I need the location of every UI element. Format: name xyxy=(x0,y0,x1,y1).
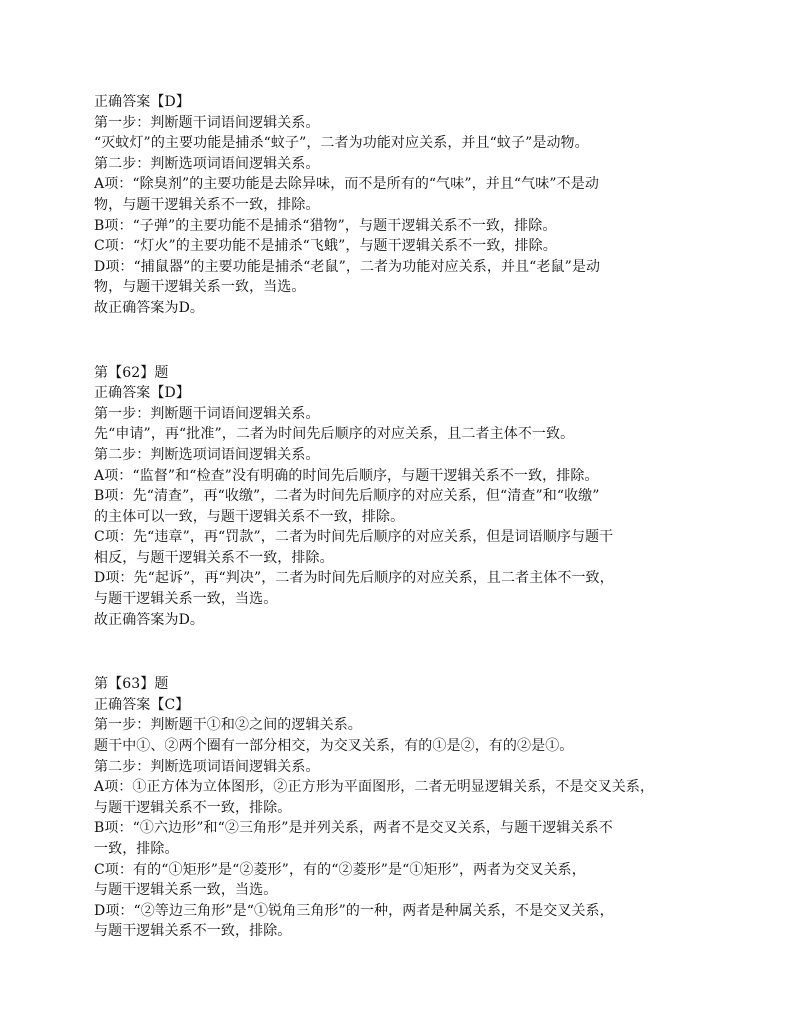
text-line: D项：“②等边三角形”是“①锐角三角形”的一种，两者是种属关系，不是交叉关系， xyxy=(94,902,614,919)
text-line: 与题干逻辑关系一致，当选。 xyxy=(94,591,278,608)
text-line: 物，与题干逻辑关系一致，当选。 xyxy=(94,279,306,296)
text-line: B项：先“清查”，再“收缴”，二者为时间先后顺序的对应关系，但“清查”和“收缴” xyxy=(94,488,600,505)
text-line: A项：“除臭剂”的主要功能是去除异味，而不是所有的“气味”，并且“气味”不是动 xyxy=(94,176,599,193)
text-line: 与题干逻辑关系不一致，排除。 xyxy=(94,923,292,940)
text-line: 物，与题干逻辑关系不一致，排除。 xyxy=(94,196,320,213)
question-heading: 第【62】题 xyxy=(94,364,169,381)
text-line: 与题干逻辑关系一致，当选。 xyxy=(94,882,278,899)
text-line: 的主体可以一致，与题干逻辑关系不一致，排除。 xyxy=(94,508,405,525)
text-line: 第二步：判断选项词语间逻辑关系。 xyxy=(94,446,320,463)
text-line: A项：①正方体为立体图形，②正方形为平面图形，二者无明显逻辑关系，不是交叉关系， xyxy=(94,779,655,796)
text-line: 第二步：判断选项词语间逻辑关系。 xyxy=(94,758,320,775)
text-line: 第一步：判断题干词语间逻辑关系。 xyxy=(94,114,320,131)
text-line: 第二步：判断选项词语间逻辑关系。 xyxy=(94,155,320,172)
conclusion-line: 故正确答案为D。 xyxy=(94,299,205,316)
question-block-63 xyxy=(94,674,714,942)
text-line: 第一步：判断题干①和②之间的逻辑关系。 xyxy=(94,717,362,734)
question-block-62 xyxy=(94,363,714,631)
question-heading: 第【63】题 xyxy=(94,676,169,693)
correct-answer-line: 正确答案【D】 xyxy=(94,385,190,402)
text-line: “灭蚊灯”的主要功能是捕杀“蚊子”，二者为功能对应关系，并且“蚊子”是动物。 xyxy=(94,135,589,152)
text-line: D项：“捕鼠器”的主要功能是捕杀“老鼠”，二者为功能对应关系，并且“老鼠”是动 xyxy=(94,258,601,275)
text-line: 相反，与题干逻辑关系不一致，排除。 xyxy=(94,549,334,566)
text-line: B项：“子弹”的主要功能不是捕杀“猎物”，与题干逻辑关系不一致，排除。 xyxy=(94,217,557,234)
text-line: C项：“灯火”的主要功能不是捕杀“飞蛾”，与题干逻辑关系不一致，排除。 xyxy=(94,238,557,255)
text-line: C项：有的“①矩形”是“②菱形”，有的“②菱形”是“①矩形”，两者为交叉关系， xyxy=(94,861,586,878)
text-line: D项：先“起诉”，再“判决”，二者为时间先后顺序的对应关系，且二者主体不一致， xyxy=(94,570,614,587)
text-line: 先“申请”，再“批准”，二者为时间先后顺序的对应关系，且二者主体不一致。 xyxy=(94,426,575,443)
text-line: 与题干逻辑关系不一致，排除。 xyxy=(94,799,292,816)
document-page xyxy=(94,92,714,942)
text-line: A项：“监督”和“检查”没有明确的时间先后顺序，与题干逻辑关系不一致，排除。 xyxy=(94,467,599,484)
conclusion-line: 故正确答案为D。 xyxy=(94,611,205,628)
correct-answer-line: 正确答案【C】 xyxy=(94,696,190,713)
text-line: B项：“①六边形”和“②三角形”是并列关系，两者不是交叉关系，与题干逻辑关系不 xyxy=(94,820,613,837)
text-line: 第一步：判断题干词语间逻辑关系。 xyxy=(94,405,320,422)
text-line: 一致，排除。 xyxy=(94,841,179,857)
text-line: C项：先“违章”，再“罚款”，二者为时间先后顺序的对应关系，但是词语顺序与题干 xyxy=(94,529,614,546)
answer-block-61 xyxy=(94,92,714,319)
text-line: 题干中①、②两个圈有一部分相交，为交叉关系，有的①是②，有的②是①。 xyxy=(94,738,574,755)
correct-answer-line: 正确答案【D】 xyxy=(94,94,190,110)
